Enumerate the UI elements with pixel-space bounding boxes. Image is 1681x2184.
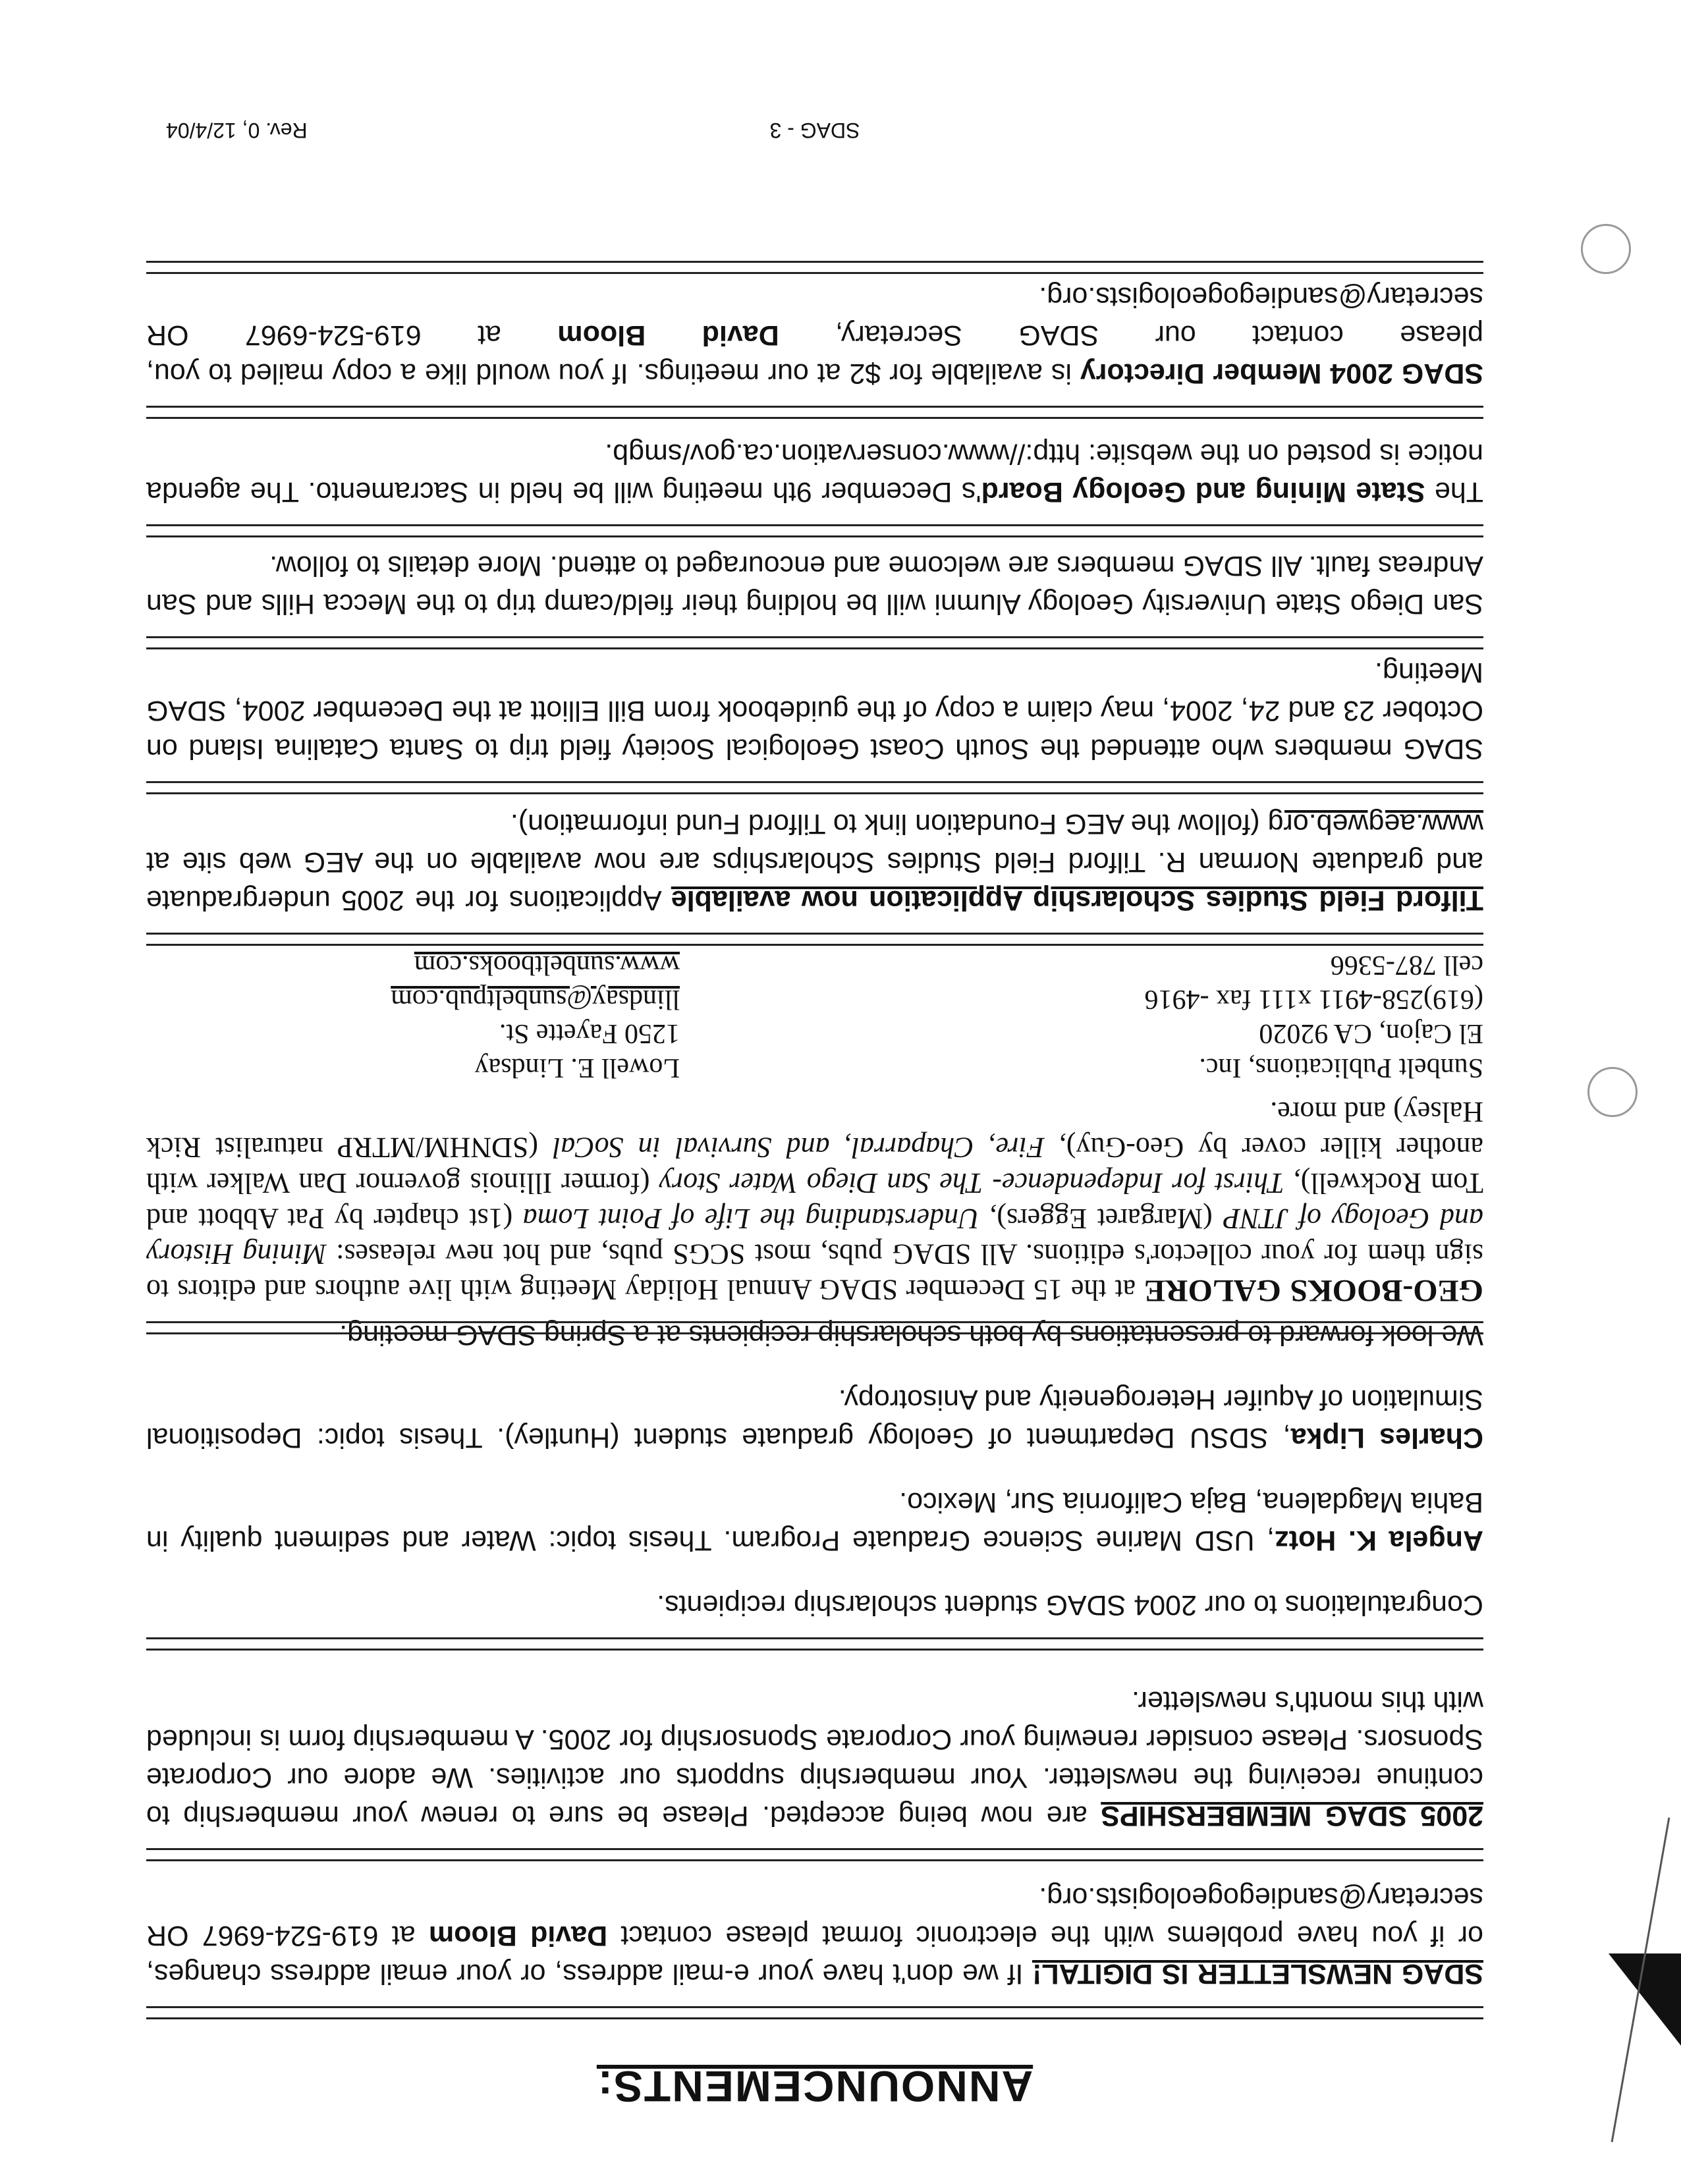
- email-link[interactable]: llindsay@sunbeltpub.com: [391, 984, 680, 1014]
- catalina-section: SDAG members who attended the South Coast Geological Society field trip to Santa Catalina Island on October 23 and 24, 2004, may claim a copy of the guidebook from Bill Elliott at the December 2004, SDAG Meeting.: [146, 657, 1483, 765]
- tilford-heading: Tilford Field Studies Scholarship Application now available: [671, 885, 1483, 916]
- recipient-name: Charles Lipka: [1290, 1422, 1483, 1454]
- divider: [146, 933, 1483, 946]
- smgb-heading: State Mining and Geology Board: [981, 476, 1425, 508]
- divider: [146, 524, 1483, 537]
- divider: [146, 406, 1483, 419]
- tilford-section: Tilford Field Studies Scholarship Application now available Applications for the 2005 undergraduate and graduate Norman R. Tilford Field Studies Scholarships are now available on the AEG web site at www.aegweb.org (follow the AEG Foundation link to Tilford Fund information).: [146, 808, 1483, 916]
- newsletter-section: SDAG NEWSLETTER IS DIGITAL! If we don't have your e-mail address, or your email address changes, or if you have problems with the electronic format please contact David Bloom at 619-524-6967 OR secretary@sandiegogeologists.org.: [146, 1882, 1483, 1990]
- page-footer: [146, 109, 1483, 142]
- recipient-name: Angela K. Hotz: [1275, 1525, 1483, 1556]
- scholarship-closing: We look forward to presentations by both scholarship recipients at a Spring SDAG meeting.: [339, 1319, 1483, 1351]
- page-title: ANNOUNCEMENTS:: [596, 2062, 1033, 2111]
- divider: [146, 1848, 1483, 1861]
- smgb-section: The State Mining and Geology Board's December 9th meeting will be held in Sacramento. The agenda notice is posted on the website: http://www.conservation.ca.gov/smgb.: [146, 438, 1483, 508]
- divider: [146, 1637, 1483, 1651]
- page-number: SDAG - 3: [769, 119, 860, 142]
- website-link[interactable]: www.sunbeltbooks.com: [414, 950, 680, 980]
- contact-name: David Bloom: [557, 319, 779, 351]
- sdsu-section: San Diego State University Geology Alumni will be holding their field/camp trip to the Mecca Hills and San Andreas fault. All SDAG members are welcome and encouraged to attend. More details to follow.: [146, 550, 1483, 620]
- divider: [146, 261, 1483, 274]
- geobooks-section: GEO-BOOKS GALORE at the 15 December SDAG Annual Holiday Meeting with live authors and editors to sign them for your collector's editions. All SDAG pubs, most SCGS pubs, and hot new releases: Mining History and Geology of JTNP (Margaret Eggers), Understanding the Life of Point Loma (1st chapter by Pat Abbott and Tom Rockwell), Thirst for Independence- The San Diego Water Story (former Illinois governor Dan Walker with another killer cover by Geo-Guy), Fire, Chaparral, and Survival in SoCal (SDNHM/MTRP naturalist Rick Halsey) and more. Sunbelt Publications, Inc. El Cajon, CA 92020 (619)258-4911 x111 fax -4916 cell 787-5366 Lowell E. Lindsay 1250 Fayette St. llindsay@sunbeltpub.com www.sunbeltbooks.com: [146, 907, 1483, 1308]
- geobooks-heading: GEO-BOOKS GALORE: [1144, 1273, 1483, 1308]
- divider: [146, 2006, 1483, 2019]
- aeg-link[interactable]: www.aegweb.org: [1267, 808, 1483, 840]
- divider: [146, 1321, 1483, 1334]
- memberships-heading: 2005 SDAG MEMBERSHIPS: [1101, 1800, 1483, 1832]
- divider: [146, 781, 1483, 794]
- directory-section: SDAG 2004 Member Directory is available for $2 at our meetings. If you would like a copy mailed to you, please contact our SDAG Secretary, David Bloom at 619-524-6967 OR secretary@sandiegogeologists.org.: [146, 281, 1483, 389]
- contact-name: David Bloom: [429, 1920, 608, 1952]
- scholarship-section: Congratulations to our 2004 SDAG student scholarship recipients. Angela K. Hotz, USD Marine Science Graduate Program. Thesis topic: Water and sediment quality in Bahia Magdalena, Baja California Sur, Mexico. Charles Lipka, SDSU Department of Geology graduate student (Huntley). Thesis topic: Depositional Simulation of Aquifer Heterogeneity and Anisotropy. We look forward to presentations by both scholarship recipients at a Spring SDAG meeting.: [146, 1316, 1483, 1624]
- newsletter-heading: SDAG NEWSLETTER IS DIGITAL!: [1032, 1958, 1483, 1990]
- revision-label: Rev. 0, 12/4/04: [166, 119, 308, 142]
- publisher-contact: Sunbelt Publications, Inc. El Cajon, CA 92020 (619)258-4911 x111 fax -4916 cell 787-5366 Lowell E. Lindsay 1250 Fayette St. llindsay@sunbeltpub.com www.sunbeltbooks.com: [146, 907, 1483, 1085]
- divider: [146, 636, 1483, 649]
- memberships-section: 2005 SDAG MEMBERSHIPS are now being accepted. Please be sure to renew your membership to continue receiving the newsletter. Your membership supports our activities. We adore our Corporate Sponsors. Please consider renewing your Corporate Sponsorship for 2005. A membership form is included with this month's newsletter.: [146, 1685, 1483, 1832]
- scholarship-intro: Congratulations to our 2004 SDAG student scholarship recipients.: [657, 1589, 1483, 1621]
- directory-heading: SDAG 2004 Member Directory: [1080, 358, 1483, 389]
